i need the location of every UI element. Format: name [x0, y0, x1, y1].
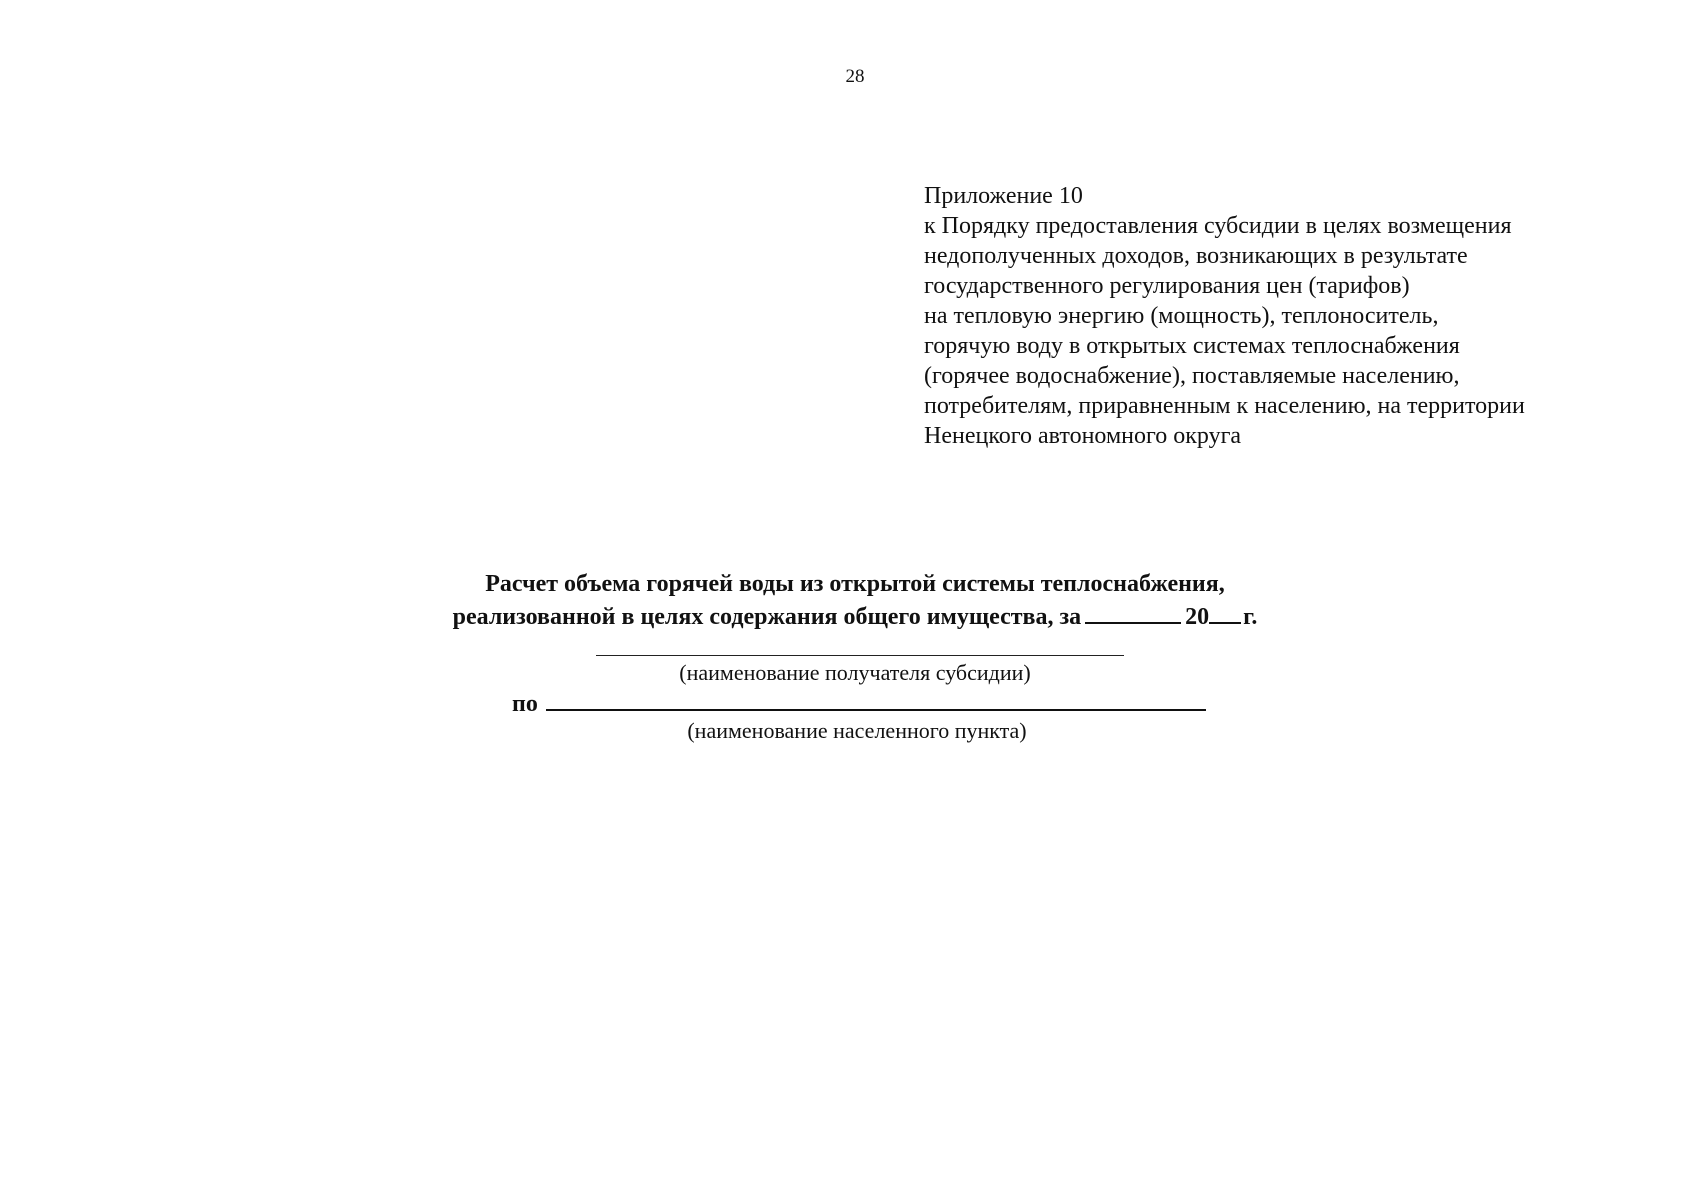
- period-blank[interactable]: [1085, 600, 1181, 624]
- appendix-line: Приложение 10: [924, 183, 1083, 209]
- year-blank[interactable]: [1209, 600, 1241, 624]
- appendix-line: к Порядку предоставления субсидии в целях возмещения: [924, 213, 1512, 239]
- title-line-2: [0, 600, 1698, 633]
- recipient-name-blank[interactable]: [596, 655, 1124, 656]
- locality-name-blank[interactable]: [546, 689, 1206, 711]
- appendix-header: [924, 181, 1644, 451]
- year-suffix: г.: [1243, 604, 1258, 630]
- locality-row: [512, 689, 1206, 718]
- locality-prefix: по: [512, 691, 538, 717]
- appendix-line: государственного регулирования цен (тарифов): [924, 273, 1410, 299]
- appendix-line: на тепловую энергию (мощность), теплоноситель,: [924, 303, 1439, 329]
- year-prefix: 20: [1185, 604, 1210, 630]
- title-line-1: Расчет объема горячей воды из открытой системы теплоснабжения,: [485, 571, 1225, 597]
- document-title: [0, 569, 1698, 633]
- appendix-line: (горячее водоснабжение), поставляемые населению,: [924, 363, 1460, 389]
- page-number: 28: [845, 66, 865, 87]
- appendix-line: потребителям, приравненным к населению, на территории: [924, 393, 1525, 419]
- appendix-line: горячую воду в открытых системах теплоснабжения: [924, 333, 1460, 359]
- locality-caption: (наименование населенного пункта): [687, 718, 1027, 743]
- title-line-2-text: реализованной в целях содержания общего имущества, за: [452, 604, 1082, 630]
- appendix-line: недополученных доходов, возникающих в результате: [924, 243, 1468, 269]
- appendix-line: Ненецкого автономного округа: [924, 423, 1242, 449]
- recipient-caption: (наименование получателя субсидии): [679, 660, 1031, 685]
